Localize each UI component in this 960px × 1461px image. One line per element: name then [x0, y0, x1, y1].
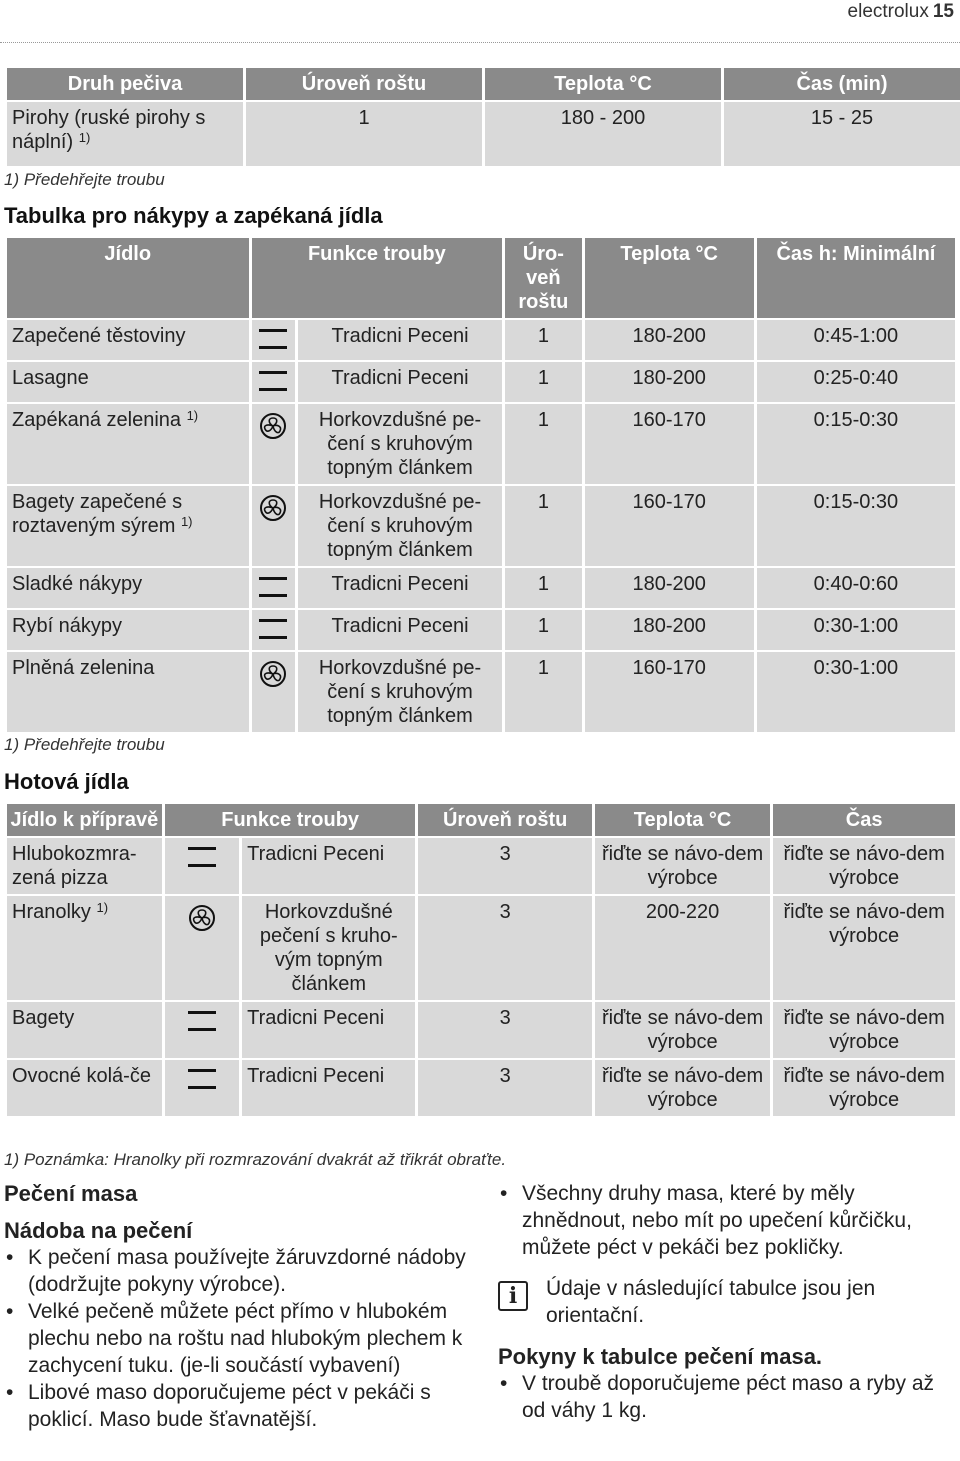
dish-name: Pirohy (ruské pirohy s náplní) $^{1)}$ [7, 102, 243, 166]
temperature: 160-170 [585, 486, 754, 566]
shelf-level: 1 [505, 362, 581, 402]
temperature: řiďte se návo-dem výrobce [595, 838, 770, 894]
oven-function: Tradicni Peceni [298, 320, 502, 360]
conventional-icon [165, 1060, 239, 1116]
dish-name: Sladké nákypy [7, 568, 249, 608]
time: 0:40-0:60 [757, 568, 955, 608]
temperature: 180-200 [585, 362, 754, 402]
time: 0:15-0:30 [757, 404, 955, 484]
roasting-section [4, 1180, 468, 1433]
info-text: Údaje v následující tabulce jsou jen orientační. [546, 1277, 876, 1327]
oven-function: Tradicni Peceni [242, 1060, 415, 1116]
table-row [7, 404, 955, 484]
fan-icon [252, 404, 295, 484]
table-row [7, 568, 955, 608]
table-row [7, 102, 960, 166]
dish-name: Plněná zelenina [7, 652, 249, 732]
shelf-level: 1 [505, 320, 581, 360]
fan-icon [252, 652, 295, 732]
shelf-level: 3 [418, 896, 591, 1000]
dish-name: Zapékaná zelenina $^{1)}$ [7, 404, 249, 484]
column-header: Čas (min) [724, 68, 960, 100]
column-header: Funkce trouby [252, 238, 503, 318]
header-rule [0, 42, 960, 43]
shelf-level: 1 [505, 486, 581, 566]
table-row [7, 1060, 955, 1116]
oven-function: Tradicni Peceni [242, 1002, 415, 1058]
column-header: Druh pečiva [7, 68, 243, 100]
temperature: 180-200 [585, 610, 754, 650]
column-header: Teplota °C [485, 68, 721, 100]
shelf-level: 1 [505, 652, 581, 732]
table-footnote: 1) Předehřejte troubu [4, 170, 165, 189]
section-title: Hotová jídla [4, 769, 129, 794]
dish-name: Hlubokozmra-zená pizza [7, 838, 162, 894]
table-row [7, 652, 955, 732]
time: 0:30-1:00 [757, 610, 955, 650]
conventional-icon [252, 320, 295, 360]
list-item: • Libové maso doporučujeme péct v pekáči s poklicí. Maso bude šťavnatější. [4, 1379, 468, 1433]
column-header: Úroveň roštu [418, 804, 591, 836]
column-header: Teplota °C [595, 804, 770, 836]
time: 0:15-0:30 [757, 486, 955, 566]
bullet-list [498, 1370, 946, 1424]
fan-icon [252, 486, 295, 566]
dish-name: Lasagne [7, 362, 249, 402]
oven-function: Horkovzdušné pečení s kruho-vým topným článkem [242, 896, 415, 1000]
list-item: • Všechny druhy masa, které by měly zhnědnout, nebo mít po upečení kůrčičku, můžete péct v pekáči bez pokličky. [498, 1180, 946, 1261]
shelf-level: 3 [418, 1002, 591, 1058]
fan-icon [165, 896, 239, 1000]
oven-function: Horkovzdušné pe-čení s kruhovým topným článkem [298, 486, 502, 566]
time: řiďte se návo-dem výrobce [773, 1002, 955, 1058]
time: řiďte se návo-dem výrobce [773, 1060, 955, 1116]
table-footnote: 1) Předehřejte troubu [4, 735, 165, 754]
page-number: 15 [932, 1, 954, 22]
dish-name: Bagety [7, 1002, 162, 1058]
casserole-table [4, 236, 958, 734]
conventional-icon [252, 568, 295, 608]
oven-function: Horkovzdušné pe-čení s kruhovým topným článkem [298, 652, 502, 732]
dish-name: Zapečené těstoviny [7, 320, 249, 360]
shelf-level: 3 [418, 838, 591, 894]
brand-name: electrolux [847, 1, 929, 22]
dish-name: Hranolky $^{1)}$ [7, 896, 162, 1000]
list-item: • V troubě doporučujeme péct maso a ryby až od váhy 1 kg. [498, 1370, 946, 1424]
column-header: Funkce trouby [165, 804, 416, 836]
bullet-list [498, 1180, 946, 1261]
section-subtitle: Pokyny k tabulce pečení masa. [498, 1344, 823, 1369]
table-row [7, 610, 955, 650]
column-header: Jídlo [7, 238, 249, 318]
table-header-row [7, 68, 960, 100]
oven-function: Horkovzdušné pe-čení s kruhovým topným článkem [298, 404, 502, 484]
roasting-notes [498, 1180, 946, 1424]
oven-function: Tradicni Peceni [242, 838, 415, 894]
temperature: 180-200 [585, 320, 754, 360]
shelf-level: 1 [246, 102, 482, 166]
dish-name: Rybí nákypy [7, 610, 249, 650]
conventional-icon [252, 610, 295, 650]
time: 0:30-1:00 [757, 652, 955, 732]
temperature: 160-170 [585, 404, 754, 484]
conventional-icon [165, 838, 239, 894]
oven-function: Tradicni Peceni [298, 362, 502, 402]
oven-function: Tradicni Peceni [298, 568, 502, 608]
temperature: 180-200 [585, 568, 754, 608]
table-header-row [7, 804, 955, 836]
table-row [7, 362, 955, 402]
shelf-level: 1 [505, 568, 581, 608]
time: řiďte se návo-dem výrobce [773, 896, 955, 1000]
table-header-row [7, 238, 955, 318]
brand-page-number [848, 1, 954, 23]
time: řiďte se návo-dem výrobce [773, 838, 955, 894]
info-note [498, 1275, 946, 1329]
shelf-level: 3 [418, 1060, 591, 1116]
ready-meals-table [4, 802, 958, 1118]
time: 15 - 25 [724, 102, 960, 166]
list-item: • K pečení masa používejte žáruvzdorné nádoby (dodržujte pokyny výrobce). [4, 1244, 468, 1298]
table-row [7, 896, 955, 1000]
column-header: Jídlo k přípravě [7, 804, 162, 836]
column-header: Úro- veň roštu [505, 238, 581, 318]
bullet-list [4, 1244, 468, 1433]
table-row [7, 486, 955, 566]
column-header: Čas h: Minimální [757, 238, 955, 318]
section-subtitle: Nádoba na pečení [4, 1218, 193, 1243]
shelf-level: 1 [505, 404, 581, 484]
info-icon: i [498, 1281, 528, 1311]
conventional-icon [165, 1002, 239, 1058]
column-header: Čas [773, 804, 955, 836]
temperature: řiďte se návo-dem výrobce [595, 1060, 770, 1116]
time: 0:25-0:40 [757, 362, 955, 402]
bakery-table [4, 66, 960, 168]
table-row [7, 1002, 955, 1058]
section-title: Pečení masa [4, 1181, 138, 1206]
conventional-icon [252, 362, 295, 402]
temperature: 180 - 200 [485, 102, 721, 166]
column-header: Teplota °C [585, 238, 754, 318]
time: 0:45-1:00 [757, 320, 955, 360]
dish-name: Bagety zapečené s roztaveným sýrem $^{1)}$ [7, 486, 249, 566]
table-row [7, 320, 955, 360]
oven-function: Tradicni Peceni [298, 610, 502, 650]
table-footnote: 1) Poznámka: Hranolky při rozmrazování dvakrát až třikrát obraťte. [4, 1150, 507, 1169]
shelf-level: 1 [505, 610, 581, 650]
temperature: řiďte se návo-dem výrobce [595, 1002, 770, 1058]
column-header: Úroveň roštu [246, 68, 482, 100]
temperature: 200-220 [595, 896, 770, 1000]
temperature: 160-170 [585, 652, 754, 732]
section-title: Tabulka pro nákypy a zapékaná jídla [4, 203, 383, 228]
list-item: • Velké pečeně můžete péct přímo v hlubokém plechu nebo na roštu nad hlubokým plechem k zachycení tuku. (je-li součástí vybavení) [4, 1298, 468, 1379]
table-row [7, 838, 955, 894]
dish-name: Ovocné kolá-če [7, 1060, 162, 1116]
